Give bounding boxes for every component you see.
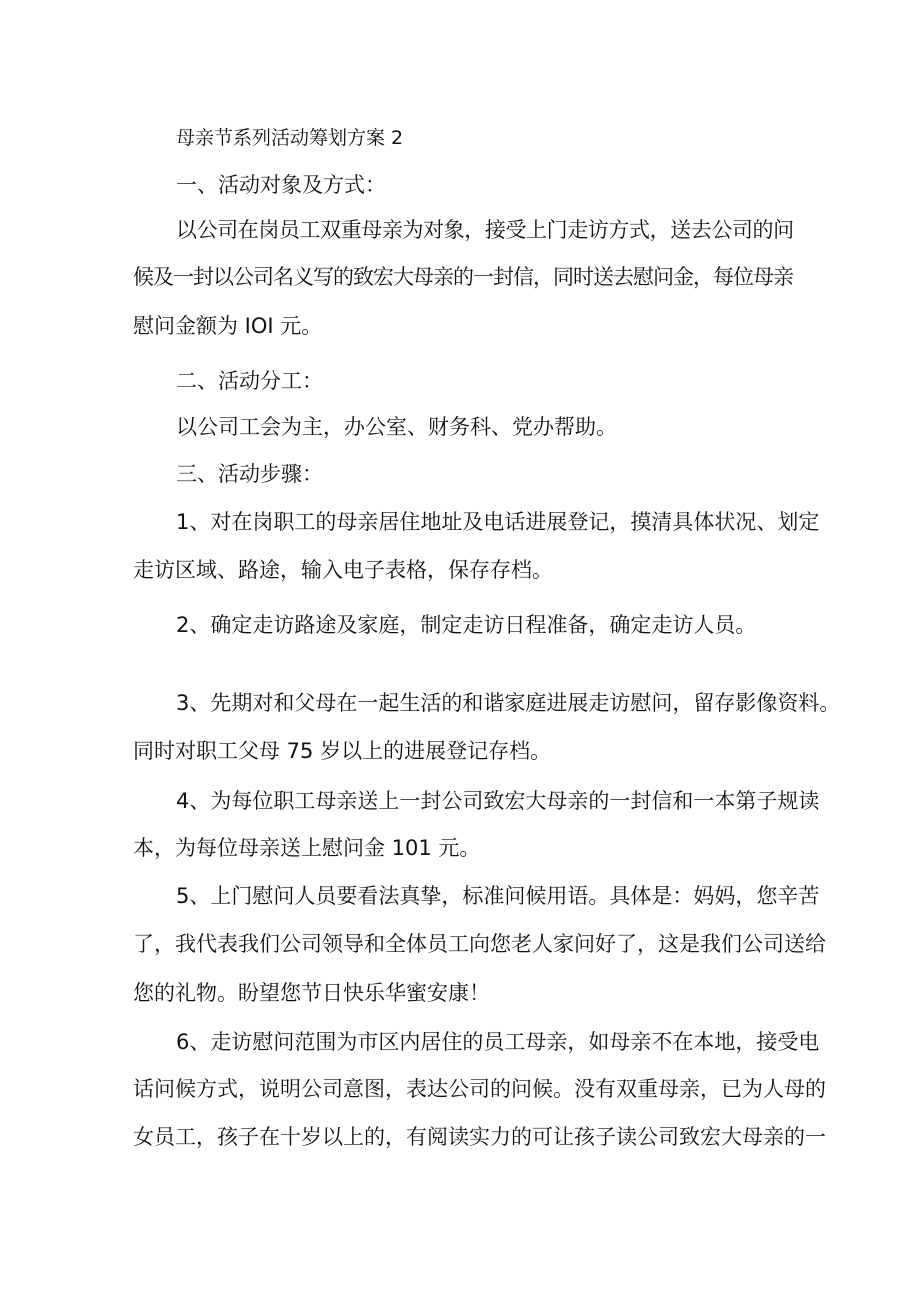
step-line: 了，我代表我们公司领导和全体员工向您老人家问好了，这是我们公司送给 bbox=[133, 932, 826, 956]
step-line: 1、对在岗职工的母亲居住地址及电话进展登记，摸清具体状况、划定 bbox=[176, 510, 820, 534]
document-title: 母亲节系列活动筹划方案 2 bbox=[176, 127, 404, 149]
section-heading: 三、活动步骤： bbox=[176, 462, 323, 486]
step-line: 同时对职工父母 75 岁以上的进展登记存档。 bbox=[133, 739, 552, 763]
paragraph-line: 慰问金额为 IOI 元。 bbox=[133, 314, 323, 338]
step-line: 本，为每位母亲送上慰问金 101 元。 bbox=[133, 836, 481, 860]
step-line: 您的礼物。盼望您节日快乐华蜜安康！ bbox=[133, 981, 490, 1005]
paragraph-line: 候及一封以公司名义写的致宏大母亲的一封信，同时送去慰问金，每位母亲 bbox=[133, 265, 793, 289]
section-heading: 二、活动分工： bbox=[176, 369, 323, 393]
step-line: 6、走访慰问范围为市区内居住的员工母亲，如母亲不在本地，接受电 bbox=[176, 1030, 820, 1054]
section-heading: 一、活动对象及方式： bbox=[176, 173, 386, 197]
step-line: 话问候方式，说明公司意图，表达公司的问候。没有双重母亲，已为人母的 bbox=[133, 1077, 826, 1101]
paragraph-line: 以公司工会为主，办公室、财务科、党办帮助。 bbox=[176, 415, 617, 439]
step-line: 5、上门慰问人员要看法真挚，标准问候用语。具体是：妈妈，您辛苦 bbox=[176, 884, 820, 908]
step-line: 3、先期对和父母在一起生活的和谐家庭进展走访慰问，留存影像资料。 bbox=[176, 691, 841, 715]
paragraph-line: 以公司在岗员工双重母亲为对象，接受上门走访方式，送去公司的问 bbox=[176, 218, 794, 242]
step-line: 走访区域、路途，输入电子表格，保存存档。 bbox=[133, 558, 553, 582]
step-line: 2、确定走访路途及家庭，制定走访日程准备，确定走访人员。 bbox=[176, 613, 757, 637]
step-line: 女员工，孩子在十岁以上的，有阅读实力的可让孩子读公司致宏大母亲的一 bbox=[133, 1125, 826, 1149]
step-line: 4、为每位职工母亲送上一封公司致宏大母亲的一封信和一本第子规读 bbox=[176, 789, 820, 813]
